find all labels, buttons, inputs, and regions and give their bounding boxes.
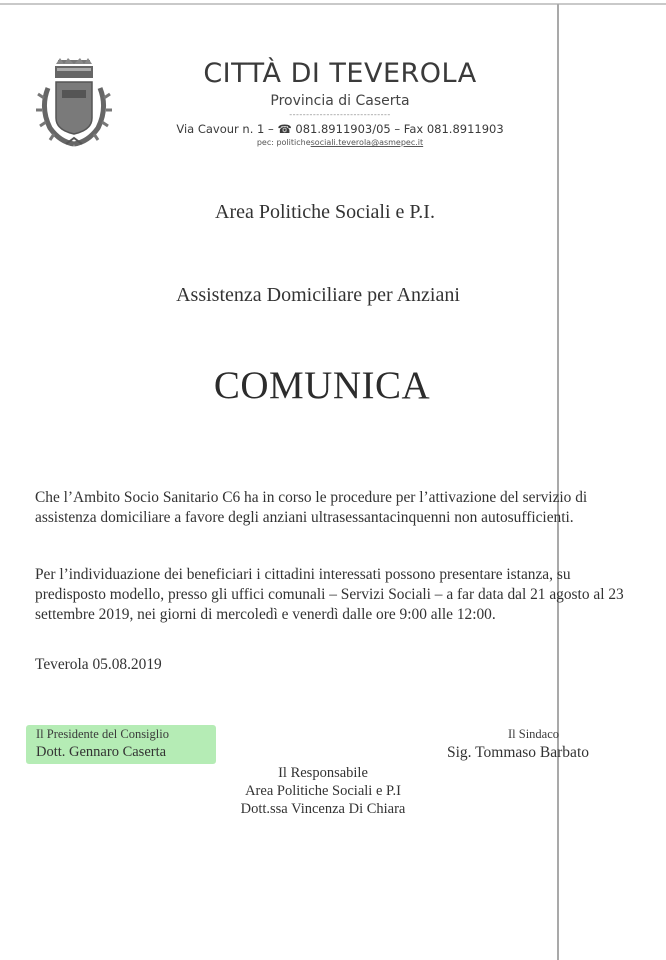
mayor-name: Sig. Tommaso Barbato: [447, 744, 589, 761]
address-line: Via Cavour n. 1 – ☎ 081.8911903/05 – Fax 081.8911903: [176, 122, 504, 136]
pec-line: [140, 138, 540, 147]
pec-email-link[interactable]: sociali.teverola@asmepec.it: [310, 138, 424, 147]
president-name: Dott. Gennaro Caserta: [36, 744, 167, 760]
body-paragraph-1: Che l’Ambito Socio Sanitario C6 ha in corso le procedure per l’attivazione del servizio di assistenza domiciliare a favore degli anziani ultrasessantacinquenni non autosufficienti.: [35, 489, 588, 526]
department-title: Area Politiche Sociali e P.I.: [215, 201, 435, 223]
president-role: Il Presidente del Consiglio: [36, 727, 169, 741]
page-top-edge: [0, 3, 666, 5]
province-label: Provincia di Caserta: [270, 93, 410, 109]
place-date: Teverola 05.08.2019: [35, 656, 162, 673]
header-separator: ------------------------------: [289, 110, 391, 119]
service-title: Assistenza Domiciliare per Anziani: [176, 284, 460, 306]
manager-role: Il Responsabile: [278, 765, 368, 781]
city-title: CITTÀ DI TEVEROLA: [203, 58, 477, 89]
main-heading: COMUNICA: [213, 364, 431, 407]
manager-office: Area Politiche Sociali e P.I: [245, 783, 401, 799]
mayor-role: Il Sindaco: [508, 727, 560, 741]
body-paragraph-2: Per l’individuazione dei beneficiari i cittadini interessati possono presentare istanza, su predisposto modello, presso gli uffici comunali – Servizi Sociali – a far data dal 21 agosto al 23 settembre 2019, nei giorni di mercoledì e venerdì dalle ore 9:00 alle 12:00.: [35, 566, 624, 623]
coat-of-arms-icon: [36, 58, 112, 150]
pec-label: pec: politiche: [256, 138, 311, 147]
manager-name: Dott.ssa Vincenza Di Chiara: [240, 801, 406, 817]
